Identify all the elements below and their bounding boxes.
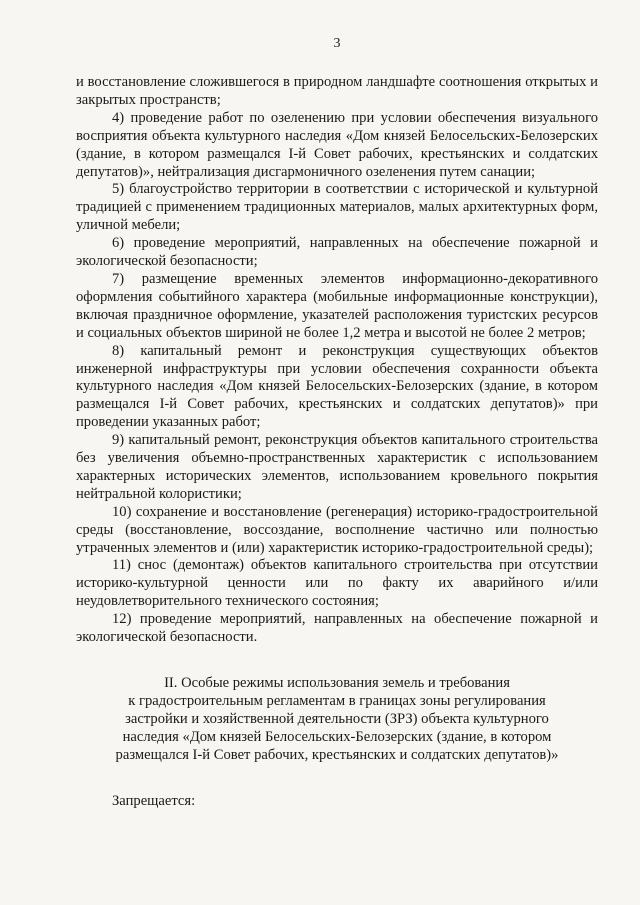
section-title-line: застройки и хозяйственной деятельности (ЗРЗ) объекта культурного xyxy=(125,710,549,727)
list-item-7: 7) размещение временных элементов информационно-декоративного оформления событийного характера (мобильные информационные конструкции), включая праздничное оформление, указателей расположения туристских ресурсов и социальных объектов шириной не более 1,2 метра и высотой не более 2 метров; xyxy=(76,270,598,341)
section-title-line: II. Особые режимы использования земель и требования xyxy=(164,675,510,691)
section-title-line: размещался I-й Совет рабочих, крестьянских и солдатских депутатов)» xyxy=(115,746,559,763)
prohibited-label: Запрещается: xyxy=(112,792,196,809)
list-item-12: 12) проведение мероприятий, направленных на обеспечение пожарной и экологической безопасности. xyxy=(76,611,598,646)
paragraph-continuation: и восстановление сложившегося в природном ландшафте соотношения открытых и закрытых пространств; xyxy=(76,74,598,108)
list-item-9: 9) капитальный ремонт, реконструкция объектов капитального строительства без увеличения объемно-пространственных характеристик с использованием характерных исторических элементов, использованием кровельного покрытия нейтральной колористики; xyxy=(76,432,598,502)
list-item-8: 8) капитальный ремонт и реконструкция существующих объектов инженерной инфраструктуры при условии обеспечения сохранности объекта культурного наследия «Дом князей Белосельских-Белозерских (здание, в котором размещался I-й Совет рабочих, крестьянских и солдатских депутатов)» при проведении указанных работ; xyxy=(76,342,598,431)
section-title-line: к градостроительным регламентам в границах зоны регулирования xyxy=(128,692,546,709)
section-title xyxy=(76,675,598,765)
list-item-4: 4) проведение работ по озеленению при условии обеспечения визуального восприятия объекта культурного наследия «Дом князей Белосельских-Белозерских (здание, в котором размещался I-й Совет рабочих, крестьянских и солдатских депутатов)», нейтрализация дисгармоничного озеленения путем санации; xyxy=(76,109,598,180)
list-item-11: 11) снос (демонтаж) объектов капитального строительства при отсутствии историко-культурной ценности или по факту их аварийного и/или неудовлетворительного технического состояния; xyxy=(76,557,598,610)
list-item-6: 6) проведение мероприятий, направленных на обеспечение пожарной и экологической безопасности; xyxy=(76,235,598,270)
section-title-line: наследия «Дом князей Белосельских-Белозерских (здание, в котором xyxy=(122,728,552,745)
document-body xyxy=(76,74,598,647)
list-item-10: 10) сохранение и восстановление (регенерация) историко-градостроительной среды (восстановление, воссоздание, восполнение частично или полностью утраченных элементов и (или) характеристик историко-градостроительной среды); xyxy=(76,503,598,556)
list-item-5: 5) благоустройство территории в соответствии с исторической и культурной традицией с применением традиционных материалов, малых архитектурных форм, уличной мебели; xyxy=(76,181,598,234)
page-number: 3 xyxy=(333,36,341,51)
